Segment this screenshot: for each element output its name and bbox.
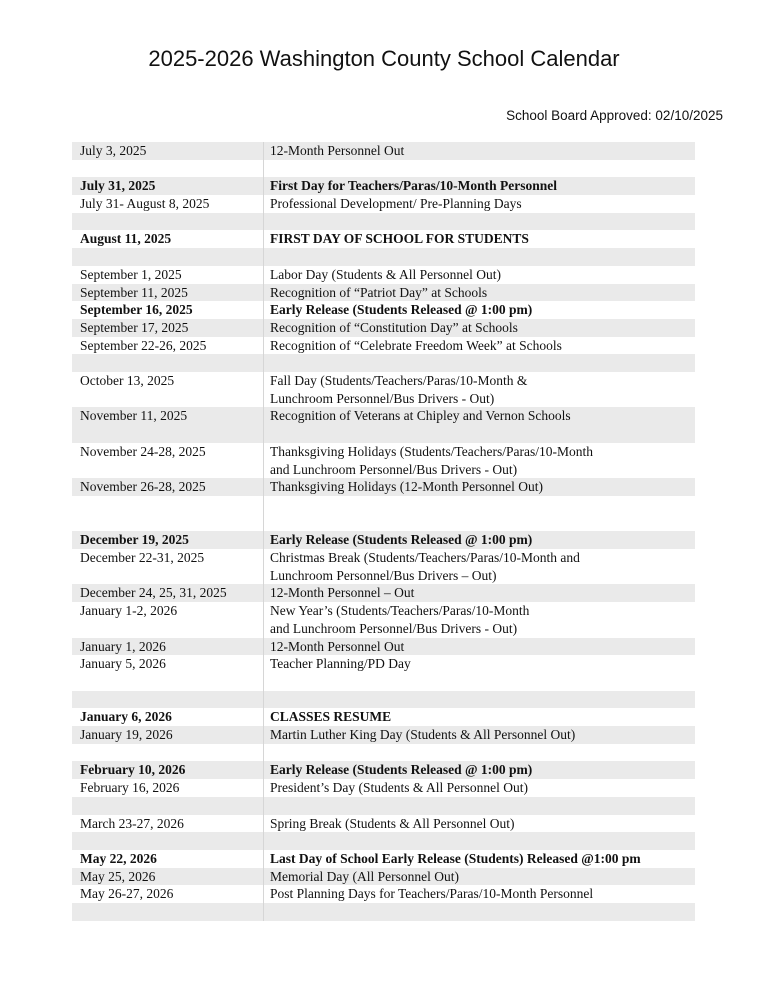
page-title: 2025-2026 Washington County School Calendar [148, 46, 620, 71]
event-cell [264, 177, 695, 195]
date-cell: February 16, 2026 [72, 779, 264, 797]
table-row [72, 319, 695, 337]
date-cell [72, 496, 264, 514]
event-cell [264, 584, 695, 602]
spacer-row [72, 797, 695, 815]
event-cell [264, 160, 695, 178]
event-line: Recognition of “Constitution Day” at Schools [270, 319, 518, 335]
date-cell: December 24, 25, 31, 2025 [72, 584, 264, 602]
date-cell: September 17, 2025 [72, 319, 264, 337]
event-line [270, 425, 695, 443]
table-row [72, 602, 695, 637]
date-cell: January 1, 2026 [72, 638, 264, 656]
date-cell: January 1-2, 2026 [72, 602, 264, 637]
spacer-row [72, 160, 695, 178]
table-row [72, 761, 695, 779]
event-cell [264, 195, 695, 213]
date-cell: January 19, 2026 [72, 726, 264, 744]
event-line: Last Day of School Early Release (Students) Released @1:00 pm [270, 850, 641, 866]
event-cell [264, 337, 695, 355]
event-line: Recognition of “Celebrate Freedom Week” at Schools [270, 337, 562, 353]
table-row [72, 885, 695, 903]
table-row [72, 266, 695, 284]
spacer-row [72, 691, 695, 709]
event-line: Teacher Planning/PD Day [270, 656, 411, 672]
event-line: First Day for Teachers/Paras/10-Month Personnel [270, 178, 557, 194]
event-line: Early Release (Students Released @ 1:00 pm) [270, 532, 533, 548]
table-row [72, 284, 695, 302]
table-row [72, 230, 695, 248]
spacer-row [72, 903, 695, 921]
event-line: 12-Month Personnel Out [270, 638, 405, 654]
event-cell [264, 850, 695, 868]
event-line: Lunchroom Personnel/Bus Drivers – Out) [270, 567, 497, 583]
event-line: CLASSES RESUME [270, 709, 392, 725]
event-line: and Lunchroom Personnel/Bus Drivers - Out) [270, 461, 518, 477]
date-cell: September 11, 2025 [72, 284, 264, 302]
date-cell [72, 354, 264, 372]
date-cell [72, 160, 264, 178]
approval-note: School Board Approved: 02/10/2025 [506, 108, 723, 123]
table-row [72, 195, 695, 213]
date-cell: September 22-26, 2025 [72, 337, 264, 355]
event-cell [264, 691, 695, 709]
event-line: Labor Day (Students & All Personnel Out) [270, 266, 501, 282]
date-cell: February 10, 2026 [72, 761, 264, 779]
event-line: Martin Luther King Day (Students & All Personnel Out) [270, 727, 576, 743]
date-cell [72, 213, 264, 231]
table-row [72, 407, 695, 442]
table-row [72, 177, 695, 195]
table-row [72, 868, 695, 886]
event-line: Fall Day (Students/Teachers/Paras/10-Month & [270, 373, 528, 389]
date-cell [72, 514, 264, 532]
event-cell [264, 673, 695, 691]
event-cell [264, 319, 695, 337]
spacer-row [72, 514, 695, 532]
event-cell [264, 779, 695, 797]
event-cell [264, 478, 695, 496]
spacer-row [72, 744, 695, 762]
table-row [72, 372, 695, 407]
date-cell: May 25, 2026 [72, 868, 264, 886]
date-cell: September 1, 2025 [72, 266, 264, 284]
date-cell: May 22, 2026 [72, 850, 264, 868]
date-cell: March 23-27, 2026 [72, 815, 264, 833]
table-row [72, 549, 695, 584]
spacer-row [72, 673, 695, 691]
event-cell [264, 744, 695, 762]
spacer-row [72, 496, 695, 514]
event-line: New Year’s (Students/Teachers/Paras/10-Month [270, 603, 530, 619]
event-cell [264, 868, 695, 886]
table-row [72, 443, 695, 478]
event-line: Professional Development/ Pre-Planning Days [270, 196, 522, 212]
table-row [72, 779, 695, 797]
event-line: President’s Day (Students & All Personnel Out) [270, 780, 528, 796]
date-cell: August 11, 2025 [72, 230, 264, 248]
event-cell [264, 514, 695, 532]
date-cell: November 26-28, 2025 [72, 478, 264, 496]
event-cell [264, 213, 695, 231]
date-cell: July 31- August 8, 2025 [72, 195, 264, 213]
spacer-row [72, 213, 695, 231]
event-cell [264, 885, 695, 903]
event-line: Lunchroom Personnel/Bus Drivers - Out) [270, 390, 495, 406]
event-cell [264, 248, 695, 266]
event-cell [264, 761, 695, 779]
event-line: Early Release (Students Released @ 1:00 pm) [270, 762, 533, 778]
date-cell [72, 903, 264, 921]
event-line: Post Planning Days for Teachers/Paras/10-Month Personnel [270, 886, 594, 902]
table-row [72, 478, 695, 496]
event-line: and Lunchroom Personnel/Bus Drivers - Out) [270, 620, 518, 636]
table-row [72, 531, 695, 549]
event-line: Christmas Break (Students/Teachers/Paras/10-Month and [270, 550, 580, 566]
event-cell [264, 708, 695, 726]
event-line: Memorial Day (All Personnel Out) [270, 868, 459, 884]
date-cell: January 5, 2026 [72, 655, 264, 673]
date-cell [72, 832, 264, 850]
event-line: 12-Month Personnel – Out [270, 585, 415, 601]
event-line: 12-Month Personnel Out [270, 143, 405, 158]
date-cell: November 24-28, 2025 [72, 443, 264, 478]
event-cell [264, 797, 695, 815]
event-line: Thanksgiving Holidays (Students/Teachers/Paras/10-Month [270, 443, 594, 459]
event-cell [264, 284, 695, 302]
event-cell [264, 372, 695, 407]
event-cell [264, 230, 695, 248]
event-cell [264, 496, 695, 514]
table-row [72, 584, 695, 602]
spacer-row [72, 832, 695, 850]
event-line: Thanksgiving Holidays (12-Month Personnel Out) [270, 479, 543, 495]
date-cell [72, 744, 264, 762]
table-row [72, 726, 695, 744]
event-line: Spring Break (Students & All Personnel Out) [270, 815, 515, 831]
event-cell [264, 354, 695, 372]
spacer-row [72, 354, 695, 372]
table-row [72, 850, 695, 868]
date-cell [72, 673, 264, 691]
event-cell [264, 815, 695, 833]
event-cell [264, 726, 695, 744]
date-cell [72, 797, 264, 815]
date-cell [72, 691, 264, 709]
date-cell: December 19, 2025 [72, 531, 264, 549]
calendar-table [72, 142, 695, 921]
event-cell [264, 638, 695, 656]
event-line: Early Release (Students Released @ 1:00 pm) [270, 302, 533, 318]
event-cell [264, 266, 695, 284]
date-cell: October 13, 2025 [72, 372, 264, 407]
date-cell: December 22-31, 2025 [72, 549, 264, 584]
table-row [72, 638, 695, 656]
event-cell [264, 531, 695, 549]
table-row [72, 337, 695, 355]
event-cell [264, 301, 695, 319]
event-cell [264, 407, 695, 442]
event-cell [264, 655, 695, 673]
table-row [72, 301, 695, 319]
date-cell: May 26-27, 2026 [72, 885, 264, 903]
table-row [72, 142, 695, 160]
event-cell [264, 832, 695, 850]
event-cell [264, 602, 695, 637]
event-cell [264, 443, 695, 478]
event-line: Recognition of “Patriot Day” at Schools [270, 284, 488, 300]
date-cell: September 16, 2025 [72, 301, 264, 319]
date-cell: July 3, 2025 [72, 142, 264, 160]
event-cell [264, 142, 695, 160]
table-row [72, 815, 695, 833]
event-cell [264, 549, 695, 584]
table-row [72, 655, 695, 673]
date-cell: January 6, 2026 [72, 708, 264, 726]
event-line: Recognition of Veterans at Chipley and Vernon Schools [270, 408, 571, 424]
spacer-row [72, 248, 695, 266]
date-cell: November 11, 2025 [72, 407, 264, 442]
date-cell [72, 248, 264, 266]
table-row [72, 708, 695, 726]
event-cell [264, 903, 695, 921]
date-cell: July 31, 2025 [72, 177, 264, 195]
event-line: FIRST DAY OF SCHOOL FOR STUDENTS [270, 231, 529, 247]
